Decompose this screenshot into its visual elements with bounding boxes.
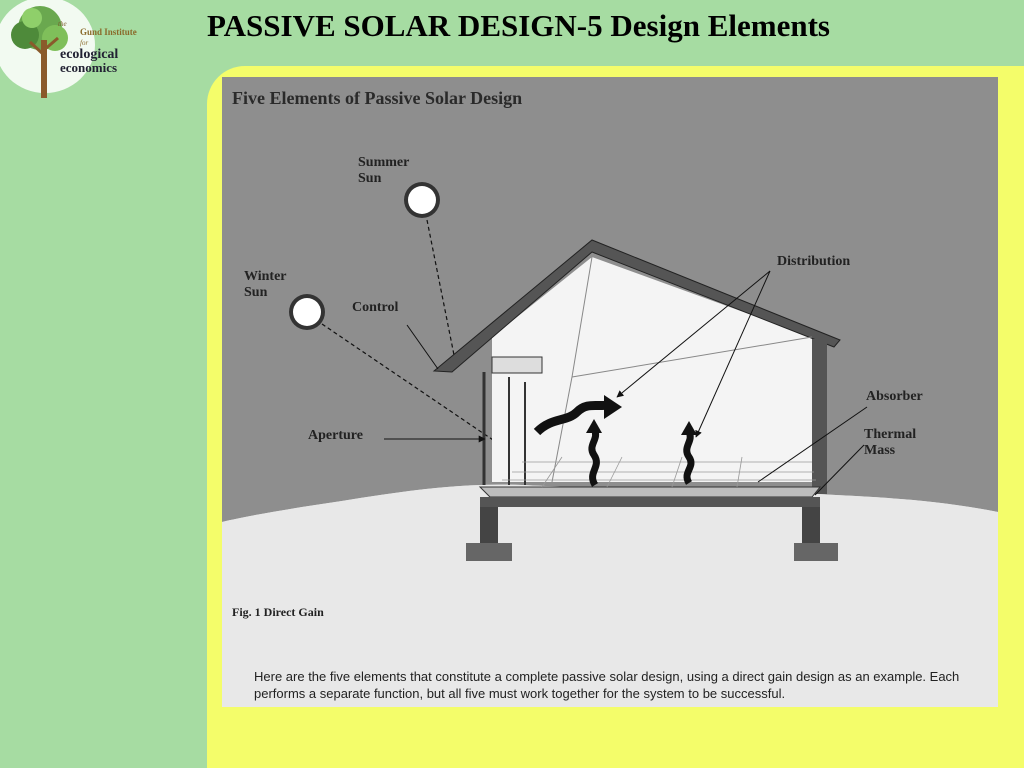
foundation-left (480, 507, 498, 549)
foundation-left-footing (466, 543, 512, 561)
summer-sun-icon (404, 182, 440, 218)
floor-slab (480, 487, 820, 497)
back-wall (812, 339, 827, 494)
label-summer-sun: Summer Sun (358, 155, 410, 186)
label-thermal-mass: Thermal Mass (864, 427, 917, 458)
rising-air-left (592, 429, 597, 485)
logo-ecological-text: ecological (60, 47, 119, 62)
institute-logo (0, 0, 190, 95)
figure-description: Here are the five elements that constitute a complete passive solar design, using a direct gain design as an example. Each performs a separate function, but all five must work together for the system to be successful. (254, 669, 960, 701)
overhang (492, 357, 542, 373)
label-winter-sun: Winter Sun (244, 269, 287, 300)
logo-institute-text: Gund Institute (80, 27, 137, 37)
foundation-right-footing (794, 543, 838, 561)
winter-sun-icon (289, 294, 325, 330)
logo-economics-text: economics (60, 60, 118, 75)
floor-beam (480, 497, 820, 507)
figure-caption-label: Fig. 1 Direct Gain (232, 605, 324, 619)
label-distribution: Distribution (777, 254, 851, 269)
label-absorber: Absorber (866, 389, 923, 404)
figure-title: Five Elements of Passive Solar Design (232, 88, 523, 108)
passive-solar-figure (222, 77, 998, 707)
label-aperture: Aperture (308, 428, 363, 443)
logo-the-text: the (58, 20, 67, 28)
rising-air-right (687, 432, 691, 483)
foundation-right (802, 507, 820, 549)
logo-for-text: for (80, 39, 89, 47)
slide-title: PASSIVE SOLAR DESIGN-5 Design Elements (207, 8, 830, 43)
label-control: Control (352, 300, 399, 315)
